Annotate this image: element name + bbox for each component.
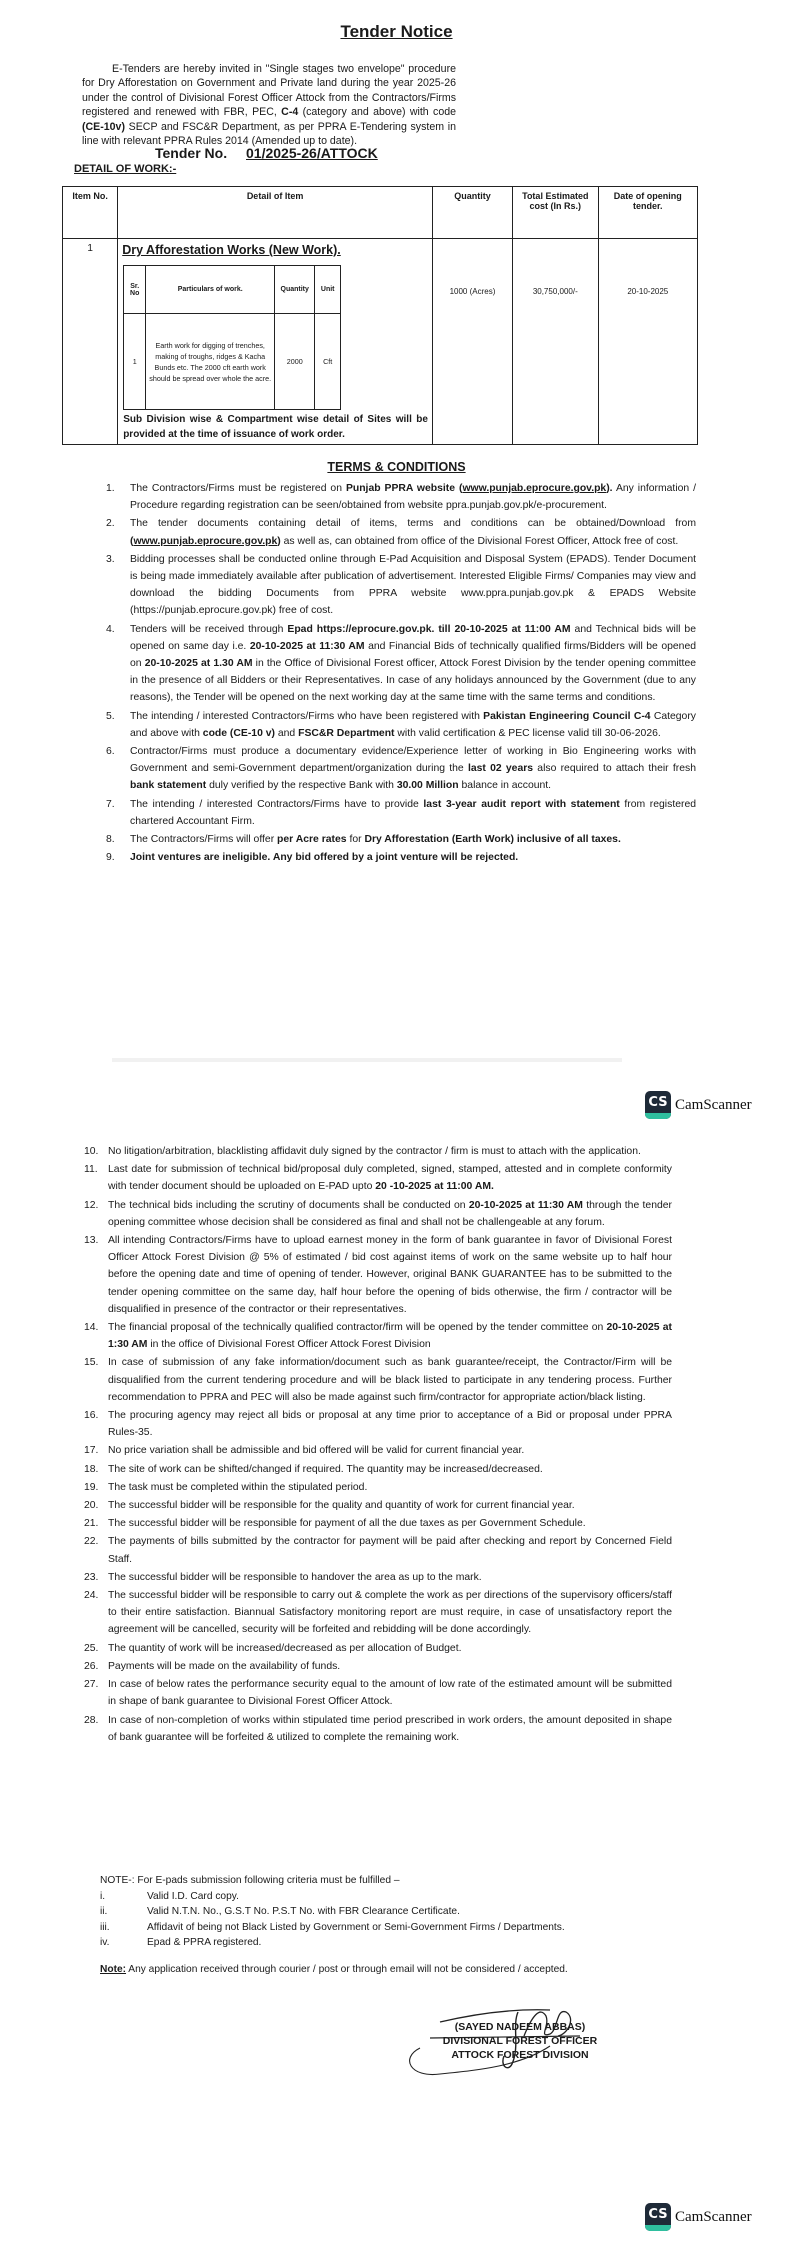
term-text: Last date for submission of technical bid/proposal duly completed, signed, stamped, attested and in complete conformity with tender document should be uploaded on E-PAD upto 20 -10-2025 at 11:00 AM. (108, 1164, 672, 1193)
term-number: 6. (106, 746, 115, 758)
term-text: In case of below rates the performance security equal to the amount of low rate of the estimated amount will be submitted in shape of bank guarantee to Divisional Forest Officer Attock. (108, 1679, 672, 1708)
final-note-text: Any application received through courier / post or through email will not be considered / accepted. (126, 1964, 568, 1975)
term-text: The intending / interested Contractors/Firms who have been registered with Pakistan Engineering Council C-4 Category and above with code (CE-10 v) and FSC&R Department with valid certification & PEC license valid till 30-06-2026. (130, 710, 696, 739)
term-item (84, 1712, 672, 1746)
header-cost: Total Estimated cost (In Rs.) (513, 187, 599, 239)
header-quantity: Quantity (432, 187, 512, 239)
handwritten-signature-icon (400, 1986, 640, 2076)
term-text: No price variation shall be admissible and bid offered will be valid for current financial year. (108, 1445, 525, 1457)
signatory-name: (SAYED NADEEM ABBAS) (454, 2021, 586, 2033)
term-number: 10. (84, 1146, 99, 1157)
term-number: 4. (106, 623, 115, 635)
criteria-item: ii. Valid N.T.N. No., G.S.T No. P.S.T No. with FBR Clearance Certificate. (100, 1906, 460, 1917)
term-number: 23. (84, 1571, 99, 1583)
header-date: Date of opening tender. (598, 187, 697, 239)
item-detail (118, 239, 433, 445)
table-row (63, 239, 698, 445)
term-number: 7. (106, 798, 115, 810)
sub-particulars: Earth work for digging of trenches, making of troughs, ridges & Kacha Bunds etc. The 2000 cft earth work should be spread over whole the acre. (146, 314, 275, 410)
term-text: The Contractors/Firms must be registered on Punjab PPRA website (www.punjab.eprocure.gov.pk). Any information / Procedure regarding registration can be seen/obtained from website ppra.punjab.gov.pk/e-procurement. (130, 483, 697, 512)
note-intro: NOTE-: For E-pads submission following criteria must be fulfilled – (100, 1875, 400, 1886)
term-number: 18. (84, 1463, 99, 1475)
detail-of-work-heading: DETAIL OF WORK:- (74, 163, 177, 175)
term-item (106, 480, 696, 514)
sub-sr: 1 (124, 314, 146, 410)
term-number: 2. (106, 518, 115, 530)
signatory-office: ATTOCK FOREST DIVISION (451, 2049, 589, 2061)
sub-header-unit: Unit (315, 266, 341, 314)
term-text: The technical bids including the scrutiny of documents shall be conducted on 20-10-2025 at 11:30 AM through the tender opening committee whose decision shall be considered as final and shall not be challengeable at any forum. (108, 1199, 673, 1228)
term-text: Bidding processes shall be conducted online through E-Pad Acquisition and Disposal System (EPADS). Tender Document is being made immediately available after publication of advertisement. Interested Eligible Firms/ Companies may view and download the bidding Documents from PPRA website www.ppra.punjab.gov.pk & EPADS Website (https://punjab.eprocure.gov.pk) free of cost. (130, 553, 696, 617)
term-item (84, 1587, 672, 1639)
term-item (106, 708, 696, 742)
criteria-item: i. Valid I.D. Card copy. (100, 1890, 239, 1902)
term-item (84, 1676, 672, 1710)
term-number: 20. (84, 1500, 99, 1512)
term-number: 5. (106, 710, 115, 722)
header-detail: Detail of Item (118, 187, 433, 239)
term-item (84, 1161, 672, 1195)
term-item (84, 1461, 672, 1478)
sub-header-particulars: Particulars of work. (146, 266, 275, 314)
term-text: The Contractors/Firms will offer per Acre rates for Dry Afforestation (Earth Work) inclusive of all taxes. (130, 834, 621, 846)
term-text: The payments of bills submitted by the contractor for payment will be paid after checking and report by Concerned Field Staff. (108, 1536, 672, 1565)
term-item (106, 849, 696, 866)
term-number: 3. (106, 553, 115, 565)
epads-criteria-note (100, 1873, 700, 1951)
tender-number-value: 01/2025-26/ATTOCK (246, 145, 378, 161)
intro-paragraph: E-Tenders are hereby invited in "Single stages two envelope" procedure for Dry Afforestation on Government and Private land during the year 2025-26 under the control of Divisional Forest Officer Attock from the Contractors/Firms registered and renewed with FBR, PEC, C-4 (category and above) with code (CE-10v) SECP and FSC&R Department, as per PPRA E-Tendering system in line with relevant PPRA Rules 2014 (Amended up to date). (82, 63, 456, 148)
term-item (106, 796, 696, 830)
term-item (106, 551, 696, 620)
term-item (84, 1497, 672, 1514)
term-number: 25. (84, 1642, 99, 1654)
term-number: 1. (106, 483, 115, 494)
term-text: In case of non-completion of works within stipulated time period prescribed in work orders, the amount deposited in shape of bank guarantee will be forfeited & utilized to complete the remaining work. (108, 1714, 672, 1743)
term-item (84, 1319, 672, 1353)
term-text: Payments will be made on the availability of funds. (108, 1660, 341, 1672)
term-text: The successful bidder will be responsible to carry out & complete the work as per directions of the supervisory officers/staff to their entire satisfaction. Biannual Satisfactory monitoring report are must require, in case of unsatisfactory report the agreement will be cancelled, security will be forfeited and rebidding will be done accordingly. (108, 1590, 672, 1636)
signatory-designation: DIVISIONAL FOREST OFFICER (442, 2035, 598, 2047)
term-text: The successful bidder will be responsible to handover the area as up to the mark. (108, 1571, 482, 1583)
term-text: The intending / interested Contractors/Firms have to provide last 3-year audit report with statement from registered chartered Accountant Firm. (130, 798, 696, 827)
term-item (84, 1569, 672, 1586)
terms-list-page-1 (106, 480, 696, 867)
camscanner-label: CamScanner (675, 1096, 752, 1113)
term-item (84, 1640, 672, 1657)
camscanner-watermark (645, 1091, 752, 1119)
camscanner-logo-icon: CS (645, 1091, 671, 1119)
term-number: 26. (84, 1660, 99, 1672)
final-note (100, 1964, 720, 1975)
term-number: 11. (84, 1164, 98, 1176)
term-number: 9. (106, 852, 115, 864)
term-item (106, 831, 696, 848)
term-item (84, 1407, 672, 1441)
term-text: Contractor/Firms must produce a documentary evidence/Experience letter of working in Bio Engineering works with Government and semi-Government department/organization during the last 02 years also required to attach their fresh bank statement duly verified by the respective Bank with 30.00 Million balance in account. (130, 746, 696, 792)
term-number: 16. (84, 1410, 99, 1422)
term-text: Joint ventures are ineligible. Any bid offered by a joint venture will be rejected. (130, 852, 519, 864)
sub-header-sr: Sr. No (124, 266, 146, 314)
term-item (84, 1479, 672, 1496)
sub-header-quantity: Quantity (275, 266, 315, 314)
term-number: 28. (84, 1714, 99, 1726)
term-text: Tenders will be received through Epad https://eprocure.gov.pk. till 20-10-2025 at 11:00 AM and Technical bids will be opened on same day i.e. 20-10-2025 at 11:30 AM and Financial Bids of technically qualified firms/Bidders will be opened on 20-10-2025 at 1.30 AM in the Office of Divisional Forest officer, Attock Forest Division by the tender opening committee in the presence of all Bidders or their Representatives. In case of any holidays announced by the Government (due to any reasons), the Tender will be opened on the next working day at the same time with the same terms and conditions. (130, 623, 697, 704)
term-item (84, 1658, 672, 1675)
term-item (84, 1442, 672, 1459)
term-number: 13. (84, 1235, 99, 1247)
term-text: All intending Contractors/Firms have to upload earnest money in the form of bank guarantee in favor of Divisional Forest Officer Attock Forest Division @ 5% of estimated / bid cost against items of work on the same website up to half hour before the opening date and time of opening of tender. However, original BANK GUARANTEE has to be submitted to the tender opening committee on the same day, half hour before the opening of bids otherwise, the firm / contractor will be disqualified in presence of the contractor or their representatives. (108, 1235, 672, 1315)
signature-block (400, 2020, 640, 2062)
criteria-item: iv. Epad & PPRA registered. (100, 1937, 262, 1948)
term-text: The site of work can be shifted/changed if required. The quantity may be increased/decreased. (108, 1463, 543, 1475)
term-item (84, 1354, 672, 1406)
camscanner-label: CamScanner (675, 2208, 752, 2225)
term-item (106, 621, 696, 707)
term-number: 21. (84, 1518, 99, 1530)
work-table-header (63, 187, 698, 239)
sites-note: Sub Division wise & Compartment wise detail of Sites will be provided at the time of issuance of work order. (123, 414, 428, 440)
term-number: 14. (84, 1322, 99, 1334)
document-title: Tender Notice (340, 22, 453, 41)
term-item (84, 1197, 672, 1231)
term-number: 8. (106, 834, 115, 846)
sub-quantity: 2000 (275, 314, 315, 410)
tender-number-label: Tender No. (155, 145, 228, 161)
term-text: The quantity of work will be increased/decreased as per allocation of Budget. (108, 1642, 462, 1654)
header-item-no: Item No. (63, 187, 118, 239)
terms-list-page-2 (84, 1143, 672, 1747)
term-number: 24. (84, 1590, 99, 1602)
term-text: No litigation/arbitration, blacklisting affidavit duly signed by the contractor / firm is must to attach with the application. (108, 1146, 641, 1157)
camscanner-watermark (645, 2203, 752, 2231)
cost-value: 30,750,000/- (513, 239, 599, 445)
sub-unit: Cft (315, 314, 341, 410)
term-text: The tender documents containing detail of items, terms and conditions can be obtained/Download from (www.punjab.eprocure.gov.pk) as well as, can obtained from office of the Divisional Forest Officer, Attock free of cost. (130, 518, 696, 547)
date-value: 20-10-2025 (598, 239, 697, 445)
camscanner-logo-icon: CS (645, 2203, 671, 2231)
term-item (84, 1143, 672, 1160)
item-no: 1 (63, 239, 118, 445)
term-number: 27. (84, 1679, 99, 1691)
faded-scan-line (112, 1058, 622, 1062)
term-number: 15. (84, 1357, 99, 1369)
term-number: 19. (84, 1481, 99, 1493)
term-item (84, 1533, 672, 1567)
final-note-label: Note: (100, 1964, 127, 1975)
criteria-item: iii. Affidavit of being not Black Listed by Government or Semi-Government Firms / Departments. (100, 1921, 565, 1933)
term-number: 22. (84, 1536, 99, 1548)
term-item (84, 1515, 672, 1532)
term-text: The procuring agency may reject all bids or proposal at any time prior to acceptance of a Bid or proposal under PPRA Rules-35. (108, 1410, 672, 1439)
term-item (106, 743, 696, 795)
term-number: 17. (84, 1445, 99, 1457)
term-number: 12. (84, 1199, 99, 1211)
quantity-value: 1000 (Acres) (432, 239, 512, 445)
table-row (124, 314, 341, 410)
term-text: In case of submission of any fake information/document such as bank guarantee/receipt, the Contractor/Firm will be disqualified from the current tendering procedure and will be black listed to participate in any tendering process. Further recommendation to PPRA and PEC will also be made against such firm/contractor for appropriate action/black listing. (108, 1357, 672, 1403)
term-item (84, 1232, 672, 1318)
term-item (106, 515, 696, 549)
work-title: Dry Afforestation Works (New Work). (122, 243, 341, 257)
particulars-table (123, 265, 341, 410)
terms-heading: TERMS & CONDITIONS (327, 460, 466, 474)
term-text: The task must be completed within the stipulated period. (108, 1481, 368, 1493)
term-text: The successful bidder will be responsible for payment of all the due taxes as per Government Schedule. (108, 1518, 586, 1530)
term-text: The financial proposal of the technically qualified contractor/firm will be opened by the tender committee on 20-10-2025 at 1:30 AM in the office of Divisional Forest Officer Attock Forest Division (108, 1322, 673, 1351)
term-text: The successful bidder will be responsible for the quality and quantity of work for current financial year. (108, 1500, 575, 1512)
work-table (62, 186, 698, 445)
